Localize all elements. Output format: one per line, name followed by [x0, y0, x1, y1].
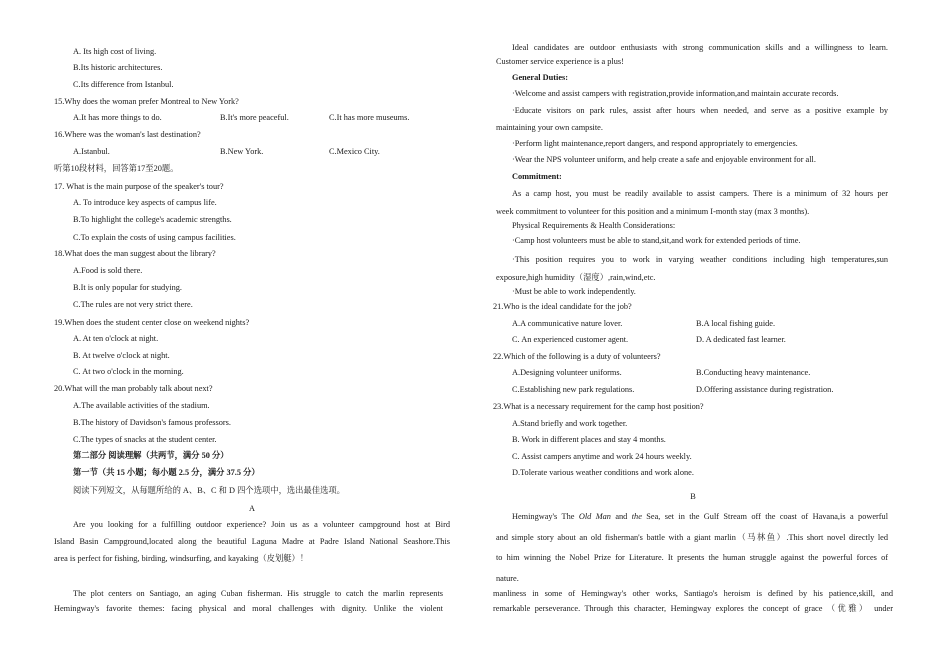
q23-option-b[interactable]: B. Work in different places and stay 4 months.: [512, 435, 666, 444]
passage-b-line-6: remarkable perseverance. Through this character, Hemingway explores the concept of grace （优雅） under: [493, 604, 893, 613]
q17-stem: 17. What is the main purpose of the speaker's tour?: [54, 182, 224, 191]
duty-2-line-1: ·Educate visitors on park rules, assist after hours when needed, and serve as a positive example by: [512, 106, 888, 115]
q21-option-a[interactable]: A.A communicative nature lover.: [512, 319, 623, 328]
q15-stem: 15.Why does the woman prefer Montreal to New York?: [54, 97, 239, 106]
q19-option-c[interactable]: C. At two o'clock in the morning.: [73, 367, 184, 376]
passage-a-title: A: [249, 504, 255, 513]
q17-option-c[interactable]: C.To explain the costs of using campus facilities.: [73, 233, 236, 242]
q18-stem: 18.What does the man suggest about the library?: [54, 249, 216, 258]
left-column: [54, 0, 464, 672]
q21-option-d[interactable]: D. A dedicated fast learner.: [696, 335, 786, 344]
passage-b-line-3: to him winning the Nobel Prize for Literature. It presents the human struggle against the powerful forces of: [496, 553, 888, 562]
passage-b-title: B: [690, 492, 696, 501]
duty-4: ·Wear the NPS volunteer uniform, and help create a safe and enjoyable environment for all.: [512, 155, 816, 164]
commitment-line-2: week commitment to volunteer for this position and a minimum I-month stay (max 3 months).: [496, 207, 810, 216]
ideal-candidates-line-2: Customer service experience is a plus!: [496, 57, 624, 66]
passage-a-line-2: Island Basin Campground,located along the beautiful Laguna Madre at Padre Island National Seashore.This: [54, 537, 450, 546]
q14-option-c[interactable]: C.Its difference from Istanbul.: [73, 80, 174, 89]
q21-option-b[interactable]: B.A local fishing guide.: [696, 319, 776, 328]
q22-option-b[interactable]: B.Conducting heavy maintenance.: [696, 368, 811, 377]
listening-instruction: 听第10段材料，回答第17至20题。: [54, 164, 179, 173]
q15-option-a[interactable]: A.It has more things to do.: [73, 113, 162, 122]
duty-2-line-2: maintaining your own campsite.: [496, 123, 603, 132]
q21-option-c[interactable]: C. An experienced customer agent.: [512, 335, 629, 344]
q16-option-b[interactable]: B.New York.: [220, 147, 264, 156]
q20-stem: 20.What will the man probably talk about next?: [54, 384, 213, 393]
passage-a-line-1: Are you looking for a fulfilling outdoor experience? Join us as a volunteer campground host at Bird: [73, 520, 450, 529]
physical-3: ·Must be able to work independently.: [512, 287, 636, 296]
q19-stem: 19.When does the student center close on weekend nights?: [54, 318, 250, 327]
q19-option-b[interactable]: B. At twelve o'clock at night.: [73, 351, 170, 360]
q16-stem: 16.Where was the woman's last destination?: [54, 130, 201, 139]
physical-1: ·Camp host volunteers must be able to stand,sit,and work for extended periods of time.: [512, 236, 801, 245]
commitment-heading: Commitment:: [512, 172, 562, 181]
duty-3: ·Perform light maintenance,report dangers, and respond appropriately to emergencies.: [512, 139, 798, 148]
q22-stem: 22.Which of the following is a duty of volunteers?: [493, 352, 661, 361]
commitment-line-1: As a camp host, you must be readily available to assist campers. There is a minimum of 32 hours per: [512, 189, 888, 198]
q20-option-c[interactable]: C.The types of snacks at the student center.: [73, 435, 217, 444]
q19-option-a[interactable]: A. At ten o'clock at night.: [73, 334, 159, 343]
section1-heading: 第一节（共 15 小题；每小题 2.5 分，满分 37.5 分）: [73, 468, 260, 477]
physical-requirements-heading: Physical Requirements & Health Considerations:: [512, 221, 676, 230]
q20-option-b[interactable]: B.The history of Davidson's famous professors.: [73, 418, 231, 427]
ideal-candidates-line-1: Ideal candidates are outdoor enthusiasts with strong communication skills and a willingness to learn.: [512, 43, 888, 52]
q18-option-b[interactable]: B.It is only popular for studying.: [73, 283, 183, 292]
physical-2-line-1: ·This position requires you to work in varying weather conditions including high temperatures,sun: [512, 255, 888, 264]
q22-option-c[interactable]: C.Establishing new park regulations.: [512, 385, 635, 394]
q23-option-d[interactable]: D.Tolerate various weather conditions and work alone.: [512, 468, 694, 477]
q23-stem: 23.What is a necessary requirement for the camp host position?: [493, 402, 704, 411]
passage-b-continued-line-2: Hemingway's favorite themes: facing physical and moral challenges with dignity. Unlike the violent: [54, 604, 443, 613]
passage-b-line-4: nature.: [496, 574, 519, 583]
passage-b-line-5: manliness in some of Hemingway's other works, Santiago's heroism is defined by his patience,skill, and: [493, 589, 893, 598]
q15-option-b[interactable]: B.It's more peaceful.: [220, 113, 289, 122]
q22-option-a[interactable]: A.Designing volunteer uniforms.: [512, 368, 622, 377]
q18-option-c[interactable]: C.The rules are not very strict there.: [73, 300, 193, 309]
passage-a-line-3: area is perfect for fishing, birding, windsurfing, and kayaking（皮划艇）！: [54, 554, 309, 563]
q23-option-c[interactable]: C. Assist campers anytime and work 24 hours weekly.: [512, 452, 692, 461]
physical-2-line-2: exposure,high humidity（湿度）,rain,wind,etc.: [496, 273, 656, 282]
q16-option-c[interactable]: C.Mexico City.: [329, 147, 380, 156]
general-duties-heading: General Duties:: [512, 73, 568, 82]
right-column: [493, 0, 903, 672]
passage-b-continued-line-1: The plot centers on Santiago, an aging Cuban fisherman. His struggle to catch the marlin represents: [73, 589, 443, 598]
q17-option-b[interactable]: B.To highlight the college's academic strengths.: [73, 215, 232, 224]
q15-option-c[interactable]: C.It has more museums.: [329, 113, 410, 122]
duty-1: ·Welcome and assist campers with registration,provide information,and maintain accurate records.: [512, 89, 839, 98]
q14-option-b[interactable]: B.Its historic architectures.: [73, 63, 163, 72]
passage-b-line-2: and simple story about an old fisherman's battle with a giant marlin（马林鱼）.This short novel directly led: [496, 533, 888, 542]
q23-option-a[interactable]: A.Stand briefly and work together.: [512, 419, 628, 428]
q16-option-a[interactable]: A.Istanbul.: [73, 147, 110, 156]
reading-instruction: 阅读下列短文，从每题所给的 A、B、C 和 D 四个选项中，选出最佳选项。: [73, 486, 345, 495]
q17-option-a[interactable]: A. To introduce key aspects of campus life.: [73, 198, 217, 207]
part2-heading: 第二部分 阅读理解（共两节，满分 50 分）: [73, 451, 229, 460]
q14-option-a[interactable]: A. Its high cost of living.: [73, 47, 157, 56]
q20-option-a[interactable]: A.The available activities of the stadium.: [73, 401, 210, 410]
passage-b-line-1: Hemingway's The Old Man and the Sea, set in the Gulf Stream off the coast of Havana,is a powerful: [512, 512, 889, 521]
q22-option-d[interactable]: D.Offering assistance during registration.: [696, 385, 834, 394]
q18-option-a[interactable]: A.Food is sold there.: [73, 266, 143, 275]
q21-stem: 21.Who is the ideal candidate for the job?: [493, 302, 632, 311]
